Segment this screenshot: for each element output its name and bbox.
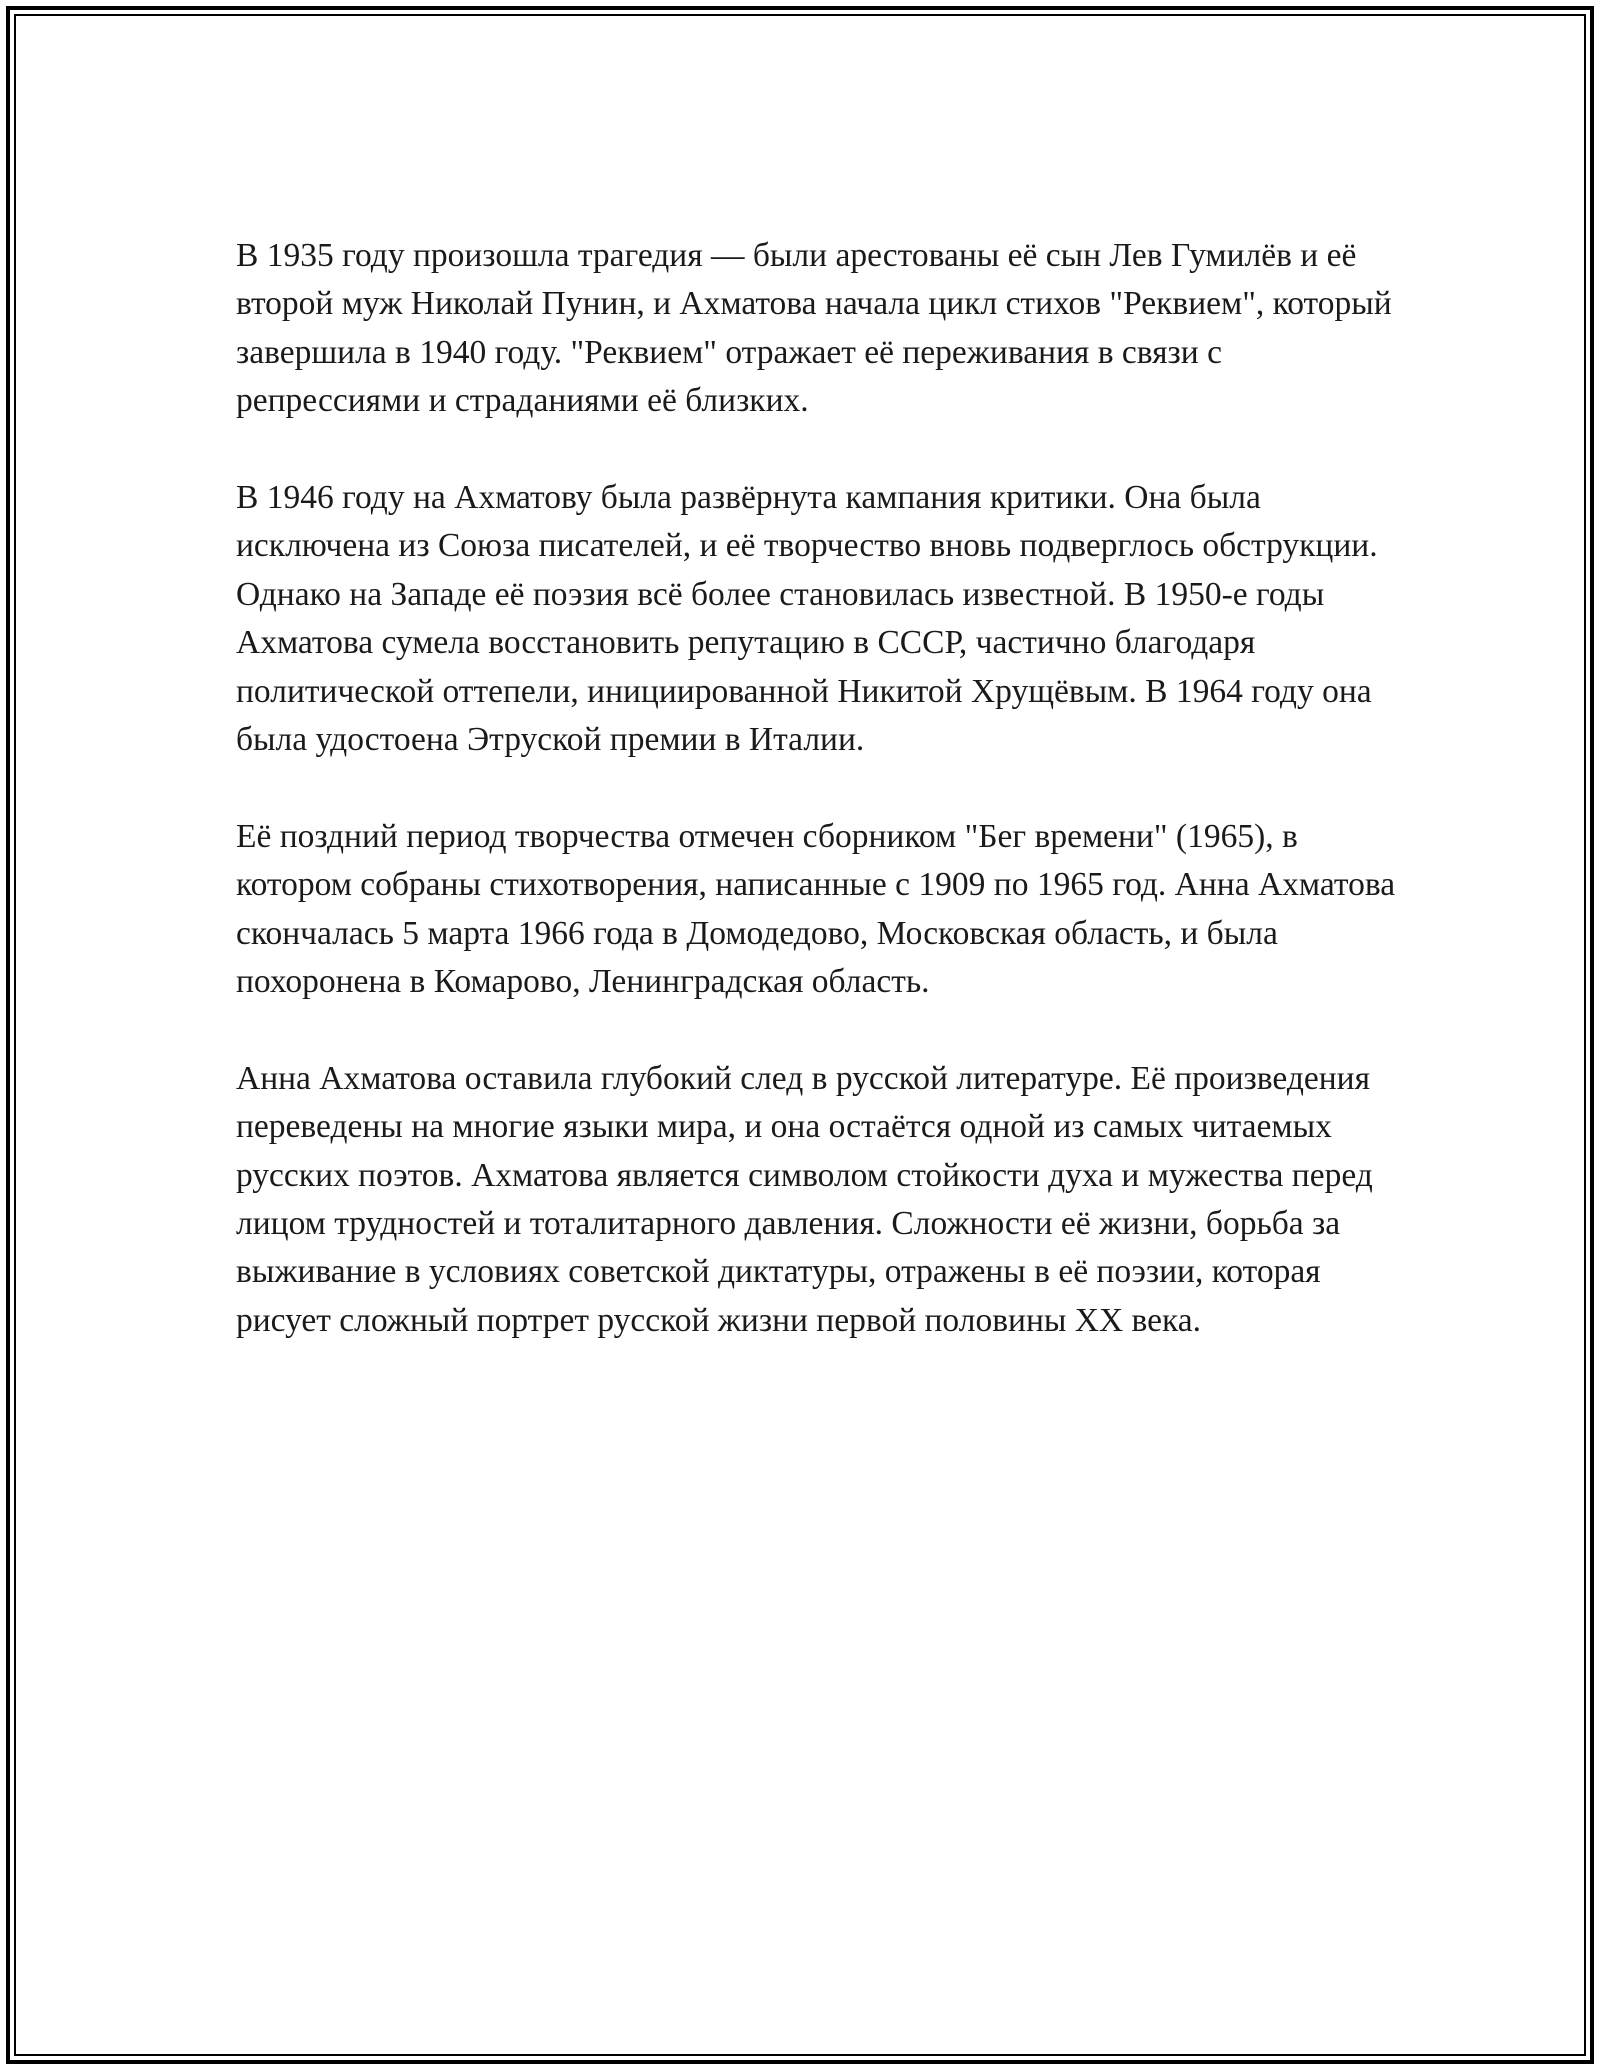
paragraph-requiem: В 1935 году произошла трагедия — были арестованы её сын Лев Гумилёв и её второй муж Николай Пунин, и Ахматова начала цикл стихов "Реквием", который завершила в 1940 году. "Реквием" отражает её переживания в связи с репрессиями и страданиями её близких. <box>236 237 1392 420</box>
paragraph-criticism: В 1946 году на Ахматову была развёрнута кампания критики. Она была исключена из Союза писателей, и её творчество вновь подверглось обструкции. Однако на Западе её поэзия всё более становилась известной. В 1950-е годы Ахматова сумела восстановить репутацию в СССР, частично благодаря политической оттепели, инициированной Никитой Хрущёвым. В 1964 году она была удостоена Этруской премии в Италии. <box>236 479 1378 759</box>
document-body <box>236 232 1396 1394</box>
paragraph-late-period: Её поздний период творчества отмечен сборником "Бег времени" (1965), в котором собраны стихотворения, написанные с 1909 по 1965 год. Анна Ахматова скончалась 5 марта 1966 года в Домодедово, Московская область, и была похоронена в Комарово, Ленинградская область. <box>236 817 1396 1001</box>
paragraph-legacy: Анна Ахматова оставила глубокий след в русской литературе. Её произведения переведены на многие языки мира, и она остаётся одной из самых читаемых русских поэтов. Ахматова является символом стойкости духа и мужества перед лицом трудностей и тоталитарного давления. Сложности её жизни, борьба за выживание в условиях советской диктатуры, отражены в её поэзии, которая рисует сложный портрет русской жизни первой половины XX века. <box>236 1059 1373 1339</box>
